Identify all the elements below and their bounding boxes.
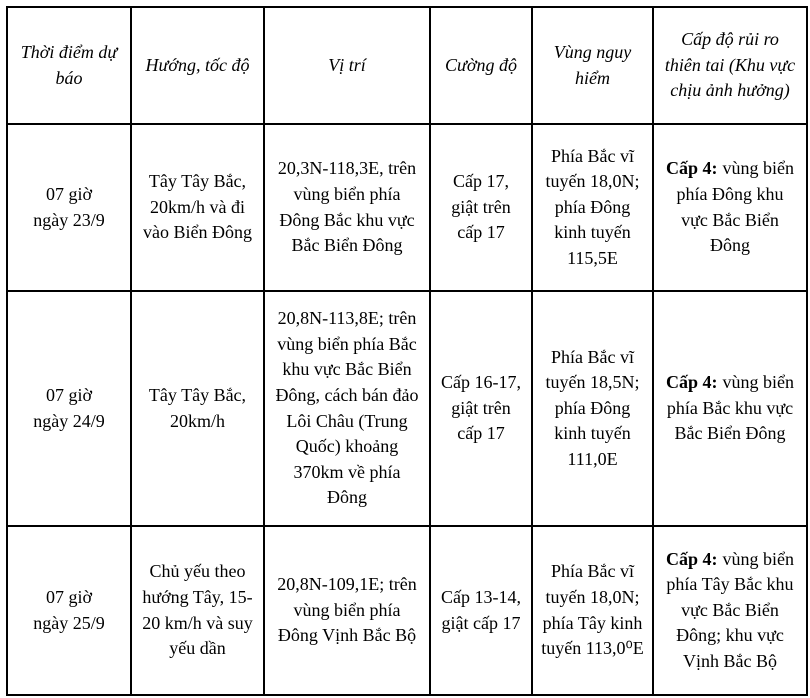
- risk-level-text: vùng biển phía Tây Bắc khu vực Bắc Biển Đông; khu vực Vịnh Bắc Bộ: [666, 548, 794, 671]
- cell-time: [7, 291, 131, 526]
- header-direction-speed: Hướng, tốc độ: [131, 7, 264, 124]
- header-intensity: Cường độ: [430, 7, 532, 124]
- cell-time: [7, 124, 131, 291]
- cell-position: 20,8N-109,1E; trên vùng biển phía Đông Vịnh Bắc Bộ: [264, 526, 430, 695]
- cell-direction-speed: Chủ yếu theo hướng Tây, 15-20 km/h và suy yếu dần: [131, 526, 264, 695]
- header-danger-zone: Vùng nguy hiểm: [532, 7, 653, 124]
- cell-danger-zone: Phía Bắc vĩ tuyến 18,0N; phía Đông kinh tuyến 115,5E: [532, 124, 653, 291]
- time-line-1: 07 giờ: [45, 384, 93, 405]
- header-position: Vị trí: [264, 7, 430, 124]
- cell-danger-zone: Phía Bắc vĩ tuyến 18,5N; phía Đông kinh tuyến 111,0E: [532, 291, 653, 526]
- risk-level-label: Cấp 4:: [665, 548, 718, 569]
- time-line-2: ngày 25/9: [33, 612, 105, 633]
- cell-direction-speed: Tây Tây Bắc, 20km/h: [131, 291, 264, 526]
- cell-danger-zone: Phía Bắc vĩ tuyến 18,0N; phía Tây kinh tuyến 113,0⁰E: [532, 526, 653, 695]
- cell-risk-level: [653, 526, 807, 695]
- cell-position: 20,8N-113,8E; trên vùng biển phía Bắc khu vực Bắc Biển Đông, cách bán đảo Lôi Châu (Trung Quốc) khoảng 370km về phía Đông: [264, 291, 430, 526]
- header-forecast-time: Thời điểm dự báo: [7, 7, 131, 124]
- cell-intensity: Cấp 16-17, giật trên cấp 17: [430, 291, 532, 526]
- cell-direction-speed: Tây Tây Bắc, 20km/h và đi vào Biển Đông: [131, 124, 264, 291]
- storm-forecast-table: [6, 6, 808, 696]
- time-line-2: ngày 24/9: [33, 410, 105, 431]
- table-row: [7, 124, 807, 291]
- table-row: [7, 291, 807, 526]
- risk-level-label: Cấp 4:: [665, 372, 718, 393]
- header-risk-level: Cấp độ rủi ro thiên tai (Khu vực chịu ảnh hưởng): [653, 7, 807, 124]
- time-line-2: ngày 23/9: [33, 209, 105, 230]
- cell-risk-level: [653, 291, 807, 526]
- time-line-1: 07 giờ: [45, 183, 93, 204]
- cell-time: [7, 526, 131, 695]
- cell-intensity: Cấp 13-14, giật cấp 17: [430, 526, 532, 695]
- cell-intensity: Cấp 17, giật trên cấp 17: [430, 124, 532, 291]
- header-row: [7, 7, 807, 124]
- risk-level-text: vùng biển phía Bắc khu vực Bắc Biển Đông: [666, 372, 794, 444]
- risk-level-label: Cấp 4:: [665, 158, 718, 179]
- risk-level-text: vùng biển phía Đông khu vực Bắc Biển Đông: [676, 158, 794, 256]
- cell-position: 20,3N-118,3E, trên vùng biển phía Đông Bắc khu vực Bắc Biển Đông: [264, 124, 430, 291]
- cell-risk-level: [653, 124, 807, 291]
- table-row: [7, 526, 807, 695]
- time-line-1: 07 giờ: [45, 586, 93, 607]
